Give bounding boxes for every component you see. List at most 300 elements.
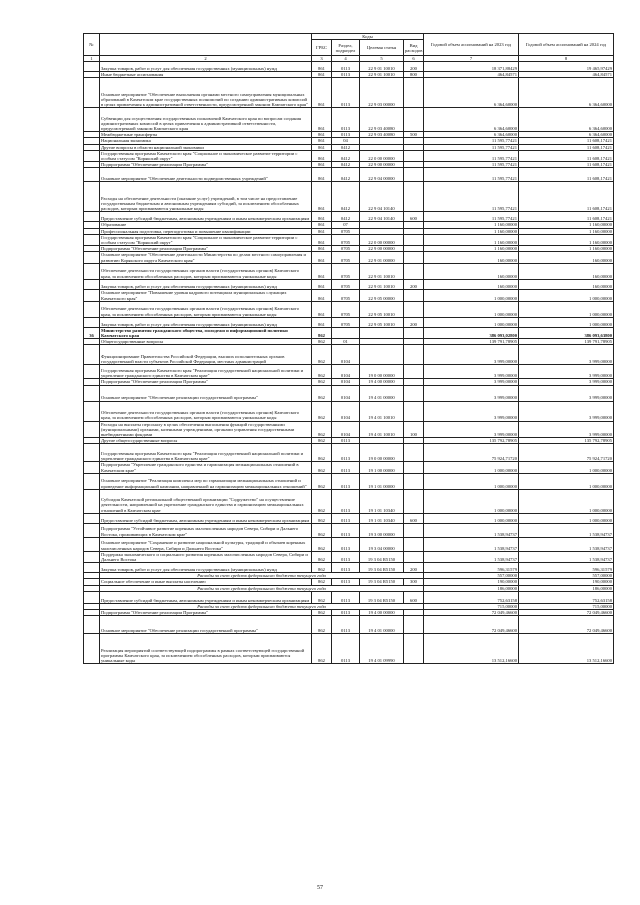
row-amount-2023: 386 093,02800 [424, 327, 519, 338]
row-target-article: 19 4 00 00000 [360, 379, 404, 385]
row-grbs: 862 [312, 327, 332, 338]
row-amount-2024: 596,31579 [519, 563, 614, 573]
row-section: 0705 [332, 301, 360, 317]
table-row [84, 551, 614, 562]
row-amount-2023: 160,00000 [424, 252, 519, 263]
row-target-article: 19 0 00 00000 [360, 444, 404, 462]
row-grbs: 861 [312, 246, 332, 252]
row-amount-2024: 11 608,17421 [519, 138, 614, 144]
row-amount-2024: 386 093,63800 [519, 327, 614, 338]
row-number [84, 78, 100, 108]
row-number [84, 150, 100, 161]
row-amount-2023: 3 999,00000 [424, 421, 519, 438]
header-index: 1 [84, 56, 100, 62]
row-target-article [360, 345, 404, 365]
row-name: Субвенции для осуществления государственных полномочий Камчатского края по вопросам создания административных комиссий в целях привлечения к административной ответственности, предусмотренной законом Камчатского края [100, 108, 312, 132]
row-section: 0113 [332, 438, 360, 444]
row-grbs: 861 [312, 62, 332, 72]
row-amount-2024: 3 999,00000 [519, 385, 614, 401]
header-expense-type: Вид расходов [404, 40, 424, 56]
row-amount-2024: 3 999,00000 [519, 365, 614, 379]
row-grbs: 861 [312, 168, 332, 182]
table-row [84, 537, 614, 551]
row-grbs: 861 [312, 78, 332, 108]
row-amount-2024: 1 000,00000 [519, 489, 614, 513]
row-amount-2024: 11 608,17421 [519, 182, 614, 212]
row-expense-type: 200 [404, 62, 424, 72]
row-expense-type [404, 150, 424, 161]
row-expense-type [404, 289, 424, 301]
row-amount-2023: 1 538,94737 [424, 537, 519, 551]
row-amount-2024: 13 512,16600 [519, 634, 614, 664]
row-amount-2024: 160,00000 [519, 263, 614, 279]
row-amount-2024: 160,00000 [519, 252, 614, 263]
row-target-article: 19 3 04 00000 [360, 537, 404, 551]
row-grbs: 861 [312, 72, 332, 78]
row-section: 0104 [332, 365, 360, 379]
row-section: 0113 [332, 513, 360, 523]
row-amount-2024: 11 608,17421 [519, 168, 614, 182]
row-number [84, 317, 100, 327]
row-amount-2023: 11 595,77421 [424, 150, 519, 161]
row-amount-2024: 11 608,17421 [519, 144, 614, 150]
table-header [84, 34, 614, 62]
row-amount-2023: 13 512,16600 [424, 634, 519, 664]
table-row [84, 234, 614, 245]
row-target-article: 19 3 04 R5150 [360, 563, 404, 573]
row-amount-2023: 6 364,60000 [424, 108, 519, 132]
row-name: Другие вопросы в области национальной экономики [100, 144, 312, 150]
row-amount-2024: 19 465,97429 [519, 62, 614, 72]
header-volume-2024: Годовой объем ассигнований на 2024 год [519, 34, 614, 56]
row-amount-2023: 6 364,60000 [424, 132, 519, 138]
row-number [84, 345, 100, 365]
row-section: 0412 [332, 162, 360, 168]
row-expense-type [404, 365, 424, 379]
row-target-article: 19 1 01 10340 [360, 513, 404, 523]
row-grbs: 862 [312, 563, 332, 573]
row-expense-type [404, 385, 424, 401]
header-codes-group: Коды [312, 34, 424, 40]
row-grbs: 861 [312, 222, 332, 228]
row-amount-2023: 11 595,77421 [424, 212, 519, 222]
row-name: Закупка товаров, работ и услуг для обеспечения государственных (муниципальных) нужд [100, 317, 312, 327]
row-target-article: 22 9 03 00000 [360, 78, 404, 108]
row-number [84, 591, 100, 603]
row-name: Поддержка экономического и социального развития коренных малочисленных народов Севера, Сибири и Дальнего Востока [100, 551, 312, 562]
row-number [84, 62, 100, 72]
table-row [84, 150, 614, 161]
table-row [84, 327, 614, 338]
row-expense-type: 200 [404, 317, 424, 327]
row-section: 0412 [332, 150, 360, 161]
row-amount-2023: 1 000,00000 [424, 489, 519, 513]
row-amount-2023: 596,31579 [424, 563, 519, 573]
row-target-article: 22 9 04 10140 [360, 212, 404, 222]
row-amount-2024: 6 364,60000 [519, 78, 614, 108]
row-section: 0113 [332, 537, 360, 551]
row-name: Подпрограмма "Обеспечение реализации Программы" [100, 162, 312, 168]
row-name: Функционирование Правительства Российской Федерации, высших исполнительных органов государственной власти субъектов Российской Федерации, местных администраций [100, 345, 312, 365]
row-grbs: 861 [312, 301, 332, 317]
table-row [84, 182, 614, 212]
header-grbs: ГРБС [312, 40, 332, 56]
row-amount-2024: 1 000,00000 [519, 301, 614, 317]
header-index: 6 [404, 56, 424, 62]
row-section: 0113 [332, 132, 360, 138]
row-amount-2023: 715,00000 [424, 603, 519, 609]
row-amount-2023: 1 000,00000 [424, 301, 519, 317]
row-section: 01 [332, 339, 360, 345]
table-row [84, 317, 614, 327]
table-row [84, 634, 614, 664]
row-section [332, 327, 360, 338]
row-name: Обеспечение деятельности государственных органов власти (государственных органов) Камчатского края, за исключением обособленных расходов, которым присваиваются уникальные коды [100, 263, 312, 279]
table-row [84, 616, 614, 634]
row-name: Закупка товаров, работ и услуг для обеспечения государственных (муниципальных) нужд [100, 279, 312, 289]
budget-table [83, 33, 614, 664]
row-amount-2024: 75 924,71720 [519, 444, 614, 462]
row-grbs: 862 [312, 513, 332, 523]
row-section: 0705 [332, 228, 360, 234]
row-amount-2024: 190,00000 [519, 579, 614, 585]
row-expense-type: 200 [404, 279, 424, 289]
row-section: 0705 [332, 317, 360, 327]
row-amount-2023: 1 160,00000 [424, 246, 519, 252]
row-amount-2024: 1 160,00000 [519, 222, 614, 228]
table-row [84, 462, 614, 473]
row-section: 0705 [332, 263, 360, 279]
row-grbs: 861 [312, 138, 332, 144]
row-number [84, 421, 100, 438]
row-section: 0113 [332, 62, 360, 72]
header-section: Раздел, подраздел [332, 40, 360, 56]
row-amount-2023: 1 538,94737 [424, 551, 519, 562]
row-grbs: 862 [312, 537, 332, 551]
row-expense-type [404, 168, 424, 182]
row-number [84, 234, 100, 245]
row-name: Основное мероприятие "Обеспечение деятельности Министерства по делам местного самоуправления и развитию Корякского округа Камчатского края" [100, 252, 312, 263]
row-amount-2024: 139 791,78905 [519, 339, 614, 345]
row-name: Подпрограмма "Укрепление гражданского единства и гармонизация межнациональных отношений в Камчатском крае" [100, 462, 312, 473]
row-amount-2023: 464,84571 [424, 72, 519, 78]
row-target-article: 22 9 01 00000 [360, 252, 404, 263]
row-section: 0104 [332, 401, 360, 421]
row-name: Министерство развития гражданского общества, молодежи и информационной политики Камчатского края [100, 327, 312, 338]
row-target-article: 19 1 00 00000 [360, 462, 404, 473]
row-amount-2023: 557,00000 [424, 573, 519, 579]
row-expense-type: 600 [404, 591, 424, 603]
row-note: Расходы за счет средств федерального бюджета текущего года [100, 603, 424, 609]
row-amount-2023: 1 000,00000 [424, 289, 519, 301]
row-name: Основное мероприятие "Обеспечение реализации государственной программы" [100, 385, 312, 401]
row-amount-2023: 3 999,00000 [424, 365, 519, 379]
row-target-article: 22 9 05 10010 [360, 301, 404, 317]
row-amount-2024: 1 000,00000 [519, 473, 614, 489]
row-grbs: 861 [312, 289, 332, 301]
row-grbs: 862 [312, 365, 332, 379]
row-section: 0113 [332, 616, 360, 634]
row-target-article: 19 4 01 10010 [360, 401, 404, 421]
row-grbs: 861 [312, 228, 332, 234]
header-index: 7 [424, 56, 519, 62]
row-number [84, 182, 100, 212]
row-name: Основное мероприятие "Обеспечение выполнения органами местного самоуправления муниципальных образований в Камчатском крае государственных полномочий по созданию административных комиссий в целях привлечения к административной ответственности, предусмотренной законом Камчатского края" [100, 78, 312, 108]
row-expense-type [404, 616, 424, 634]
row-target-article: 22 9 03 40080 [360, 108, 404, 132]
table-row [84, 212, 614, 222]
row-number [84, 462, 100, 473]
page-number: 57 [317, 885, 323, 891]
row-amount-2024: 186,00000 [519, 585, 614, 591]
row-section: 0104 [332, 385, 360, 401]
row-target-article: 19 4 00 00000 [360, 610, 404, 616]
row-amount-2024: 1 538,94737 [519, 551, 614, 562]
row-name: Основное мероприятие "Обеспечение деятельности подведомственных учреждений" [100, 168, 312, 182]
row-grbs: 862 [312, 523, 332, 537]
row-amount-2023: 6 364,60000 [424, 78, 519, 108]
table-row [84, 473, 614, 489]
row-name: Подпрограмма "Обеспечение реализации Программы" [100, 246, 312, 252]
row-amount-2023: 190,00000 [424, 579, 519, 585]
row-amount-2024: 135 792,78905 [519, 438, 614, 444]
row-amount-2024: 1 000,00000 [519, 289, 614, 301]
row-grbs: 862 [312, 634, 332, 664]
row-name: Другие общегосударственные вопросы [100, 438, 312, 444]
row-target-article: 22 9 01 10010 [360, 279, 404, 289]
row-target-article: 19 4 01 09990 [360, 634, 404, 664]
row-section: 0113 [332, 108, 360, 132]
row-grbs: 862 [312, 444, 332, 462]
row-expense-type [404, 252, 424, 263]
row-name: Подпрограмма "Устойчивое развитие коренных малочисленных народов Севера, Сибири и Дальнего Востока, проживающих в Камчатском крае" [100, 523, 312, 537]
row-amount-2023: 139 791,78905 [424, 339, 519, 345]
row-amount-2023: 11 595,77421 [424, 182, 519, 212]
table-row [84, 289, 614, 301]
row-note: Расходы за счет средств федерального бюджета текущего года [100, 585, 424, 591]
row-section: 0705 [332, 252, 360, 263]
row-grbs: 862 [312, 591, 332, 603]
row-name: Межбюджетные трансферты [100, 132, 312, 138]
row-section: 0113 [332, 551, 360, 562]
row-section: 0113 [332, 634, 360, 664]
row-section: 0113 [332, 473, 360, 489]
row-amount-2024: 11 608,17421 [519, 162, 614, 168]
table-row [84, 78, 614, 108]
row-target-article: 19 3 04 R5150 [360, 551, 404, 562]
table-row [84, 252, 614, 263]
row-target-article: 22 9 05 00000 [360, 289, 404, 301]
row-expense-type: 600 [404, 513, 424, 523]
table-row [84, 523, 614, 537]
row-amount-2023: 3 999,00000 [424, 385, 519, 401]
row-name: Социальное обеспечение и иные выплаты населению [100, 579, 312, 585]
row-name: Предоставление субсидий бюджетным, автономным учреждениям и иным некоммерческим организациям [100, 591, 312, 603]
row-name: Расходы на выплаты персоналу в целях обеспечения выполнения функций государственными (муниципальными) органами, казенными учреждениями, органами управления государственными внебюджетными фондами [100, 421, 312, 438]
row-amount-2023: 11 595,77421 [424, 144, 519, 150]
row-amount-2023: 3 999,00000 [424, 345, 519, 365]
row-target-article: 19 4 01 10010 [360, 421, 404, 438]
row-number: 36 [84, 327, 100, 338]
row-grbs: 862 [312, 339, 332, 345]
row-name: Национальная экономика [100, 138, 312, 144]
row-amount-2024: 1 000,00000 [519, 462, 614, 473]
row-expense-type [404, 634, 424, 664]
header-index: 3 [312, 56, 332, 62]
row-expense-type: 800 [404, 72, 424, 78]
row-amount-2024: 557,00000 [519, 573, 614, 579]
header-index: 5 [360, 56, 404, 62]
header-name [100, 34, 312, 56]
row-amount-2024: 11 608,17421 [519, 212, 614, 222]
row-target-article: 22 9 03 40080 [360, 132, 404, 138]
row-grbs: 861 [312, 317, 332, 327]
header-number: № [84, 34, 100, 56]
row-section: 0705 [332, 279, 360, 289]
row-expense-type: 200 [404, 563, 424, 573]
row-number [84, 279, 100, 289]
row-expense-type [404, 523, 424, 537]
row-amount-2024: 1 538,94737 [519, 523, 614, 537]
row-name: Закупка товаров, работ и услуг для обеспечения государственных (муниципальных) нужд [100, 563, 312, 573]
table-row [84, 401, 614, 421]
row-amount-2023: 752,63158 [424, 591, 519, 603]
row-name: Основное мероприятие "Обеспечение реализации государственной программы" [100, 616, 312, 634]
row-name: Реализация мероприятий соответствующей подпрограммы в рамках соответствующей государственной программы Камчатского края, за исключением обособленных расходов, которым присваиваются уникальные коды [100, 634, 312, 664]
row-amount-2023: 11 595,77421 [424, 138, 519, 144]
row-target-article: 19 3 04 R5150 [360, 579, 404, 585]
row-target-article: 22 9 04 00000 [360, 168, 404, 182]
row-amount-2024: 715,00000 [519, 603, 614, 609]
row-target-article: 19 1 01 10340 [360, 489, 404, 513]
header-index: 8 [519, 56, 614, 62]
row-grbs: 862 [312, 579, 332, 585]
row-grbs: 862 [312, 551, 332, 562]
row-name: Основное мероприятие "Повышение уровня кадрового потенциала муниципальных служащих Камчатского края" [100, 289, 312, 301]
row-amount-2024: 752,63158 [519, 591, 614, 603]
row-section: 0113 [332, 563, 360, 573]
row-grbs: 862 [312, 489, 332, 513]
row-expense-type: 500 [404, 132, 424, 138]
row-note: Расходы за счет средств федерального бюджета текущего года [100, 573, 424, 579]
row-name: Обеспечение деятельности государственных органов власти (государственных органов) Камчатского края, за исключением обособленных расходов, которым присваиваются уникальные коды [100, 401, 312, 421]
row-grbs: 861 [312, 279, 332, 289]
table-row [84, 301, 614, 317]
row-name: Государственная программа Камчатского края "Социальное и экономическое развитие территории с особым статусом "Корякский округ" [100, 150, 312, 161]
row-number [84, 551, 100, 562]
row-number [84, 473, 100, 489]
row-grbs: 861 [312, 212, 332, 222]
row-amount-2023: 75 924,71720 [424, 444, 519, 462]
row-grbs: 861 [312, 182, 332, 212]
row-amount-2023: 11 595,77421 [424, 162, 519, 168]
table-row [84, 591, 614, 603]
table-row [84, 168, 614, 182]
row-number [84, 289, 100, 301]
row-number [84, 212, 100, 222]
row-name: Субсидия Камчатской региональной общественной организации "Содружество" на осуществление деятельности, направленной на укрепление гражданского единства и гармонизацию межнациональных отношений в Камчатском крае [100, 489, 312, 513]
table-row [84, 365, 614, 379]
row-section: 07 [332, 222, 360, 228]
row-expense-type [404, 234, 424, 245]
row-number [84, 365, 100, 379]
row-target-article: 22 9 00 00000 [360, 162, 404, 168]
row-number [84, 537, 100, 551]
header-index: 2 [100, 56, 312, 62]
row-section: 0705 [332, 234, 360, 245]
row-target-article: 19 3 00 00000 [360, 523, 404, 537]
row-expense-type: 100 [404, 421, 424, 438]
row-name: Государственная программа Камчатского края "Реализация государственной национальной политики и укрепление гражданского единства в Камчатском крае" [100, 444, 312, 462]
header-index: 4 [332, 56, 360, 62]
row-grbs: 861 [312, 150, 332, 161]
table-row [84, 444, 614, 462]
row-amount-2024: 464,84571 [519, 72, 614, 78]
row-amount-2023: 135 792,78905 [424, 438, 519, 444]
row-name: Общегосударственные вопросы [100, 339, 312, 345]
row-number [84, 523, 100, 537]
row-expense-type: 600 [404, 212, 424, 222]
row-target-article: 22 9 05 10010 [360, 317, 404, 327]
row-target-article: 22 9 01 10010 [360, 62, 404, 72]
row-name: Предоставление субсидий бюджетным, автономным учреждениям и иным некоммерческим организациям [100, 513, 312, 523]
row-grbs: 862 [312, 473, 332, 489]
row-amount-2024: 3 999,00000 [519, 401, 614, 421]
table-row [84, 513, 614, 523]
row-section: 0104 [332, 379, 360, 385]
table-row [84, 345, 614, 365]
row-number [84, 301, 100, 317]
row-amount-2024: 1 000,00000 [519, 317, 614, 327]
table-row [84, 489, 614, 513]
row-number [84, 634, 100, 664]
row-grbs: 862 [312, 610, 332, 616]
row-amount-2023: 160,00000 [424, 263, 519, 279]
row-expense-type [404, 489, 424, 513]
row-amount-2024: 1 538,94737 [519, 537, 614, 551]
row-name: Образование [100, 222, 312, 228]
row-amount-2023: 1 160,00000 [424, 234, 519, 245]
row-target-article: 22 9 01 10010 [360, 263, 404, 279]
row-expense-type [404, 182, 424, 212]
table-row [84, 563, 614, 573]
header-volume-2023: Годовой объем ассигнований на 2023 год [424, 34, 519, 56]
row-section: 04 [332, 138, 360, 144]
header-target-article: Целевая статья [360, 40, 404, 56]
row-expense-type [404, 537, 424, 551]
row-name: Государственная программа Камчатского края "Социальное и экономическое развитие территории с особым статусом "Корякский округ" [100, 234, 312, 245]
table-row [84, 263, 614, 279]
row-expense-type [404, 473, 424, 489]
row-target-article [360, 327, 404, 338]
row-number [84, 513, 100, 523]
row-grbs: 862 [312, 421, 332, 438]
row-amount-2024: 1 160,00000 [519, 228, 614, 234]
row-name: Иные бюджетные ассигнования [100, 72, 312, 78]
row-section: 0412 [332, 212, 360, 222]
row-section: 0113 [332, 78, 360, 108]
row-number [84, 616, 100, 634]
row-amount-2024: 1 160,00000 [519, 234, 614, 245]
row-name: Закупка товаров, работ и услуг для обеспечения государственных (муниципальных) нужд [100, 62, 312, 72]
row-expense-type [404, 78, 424, 108]
row-grbs: 862 [312, 345, 332, 365]
row-name: Основное мероприятие "Сохранение и развитие национальной культуры, традиций и обычаев коренных малочисленных народов Севера, Сибири и Дальнего Востока" [100, 537, 312, 551]
row-amount-2024: 72 049,46600 [519, 610, 614, 616]
row-target-article: 22 9 01 10010 [360, 72, 404, 78]
row-amount-2023: 11 595,77421 [424, 168, 519, 182]
row-section: 0113 [332, 462, 360, 473]
